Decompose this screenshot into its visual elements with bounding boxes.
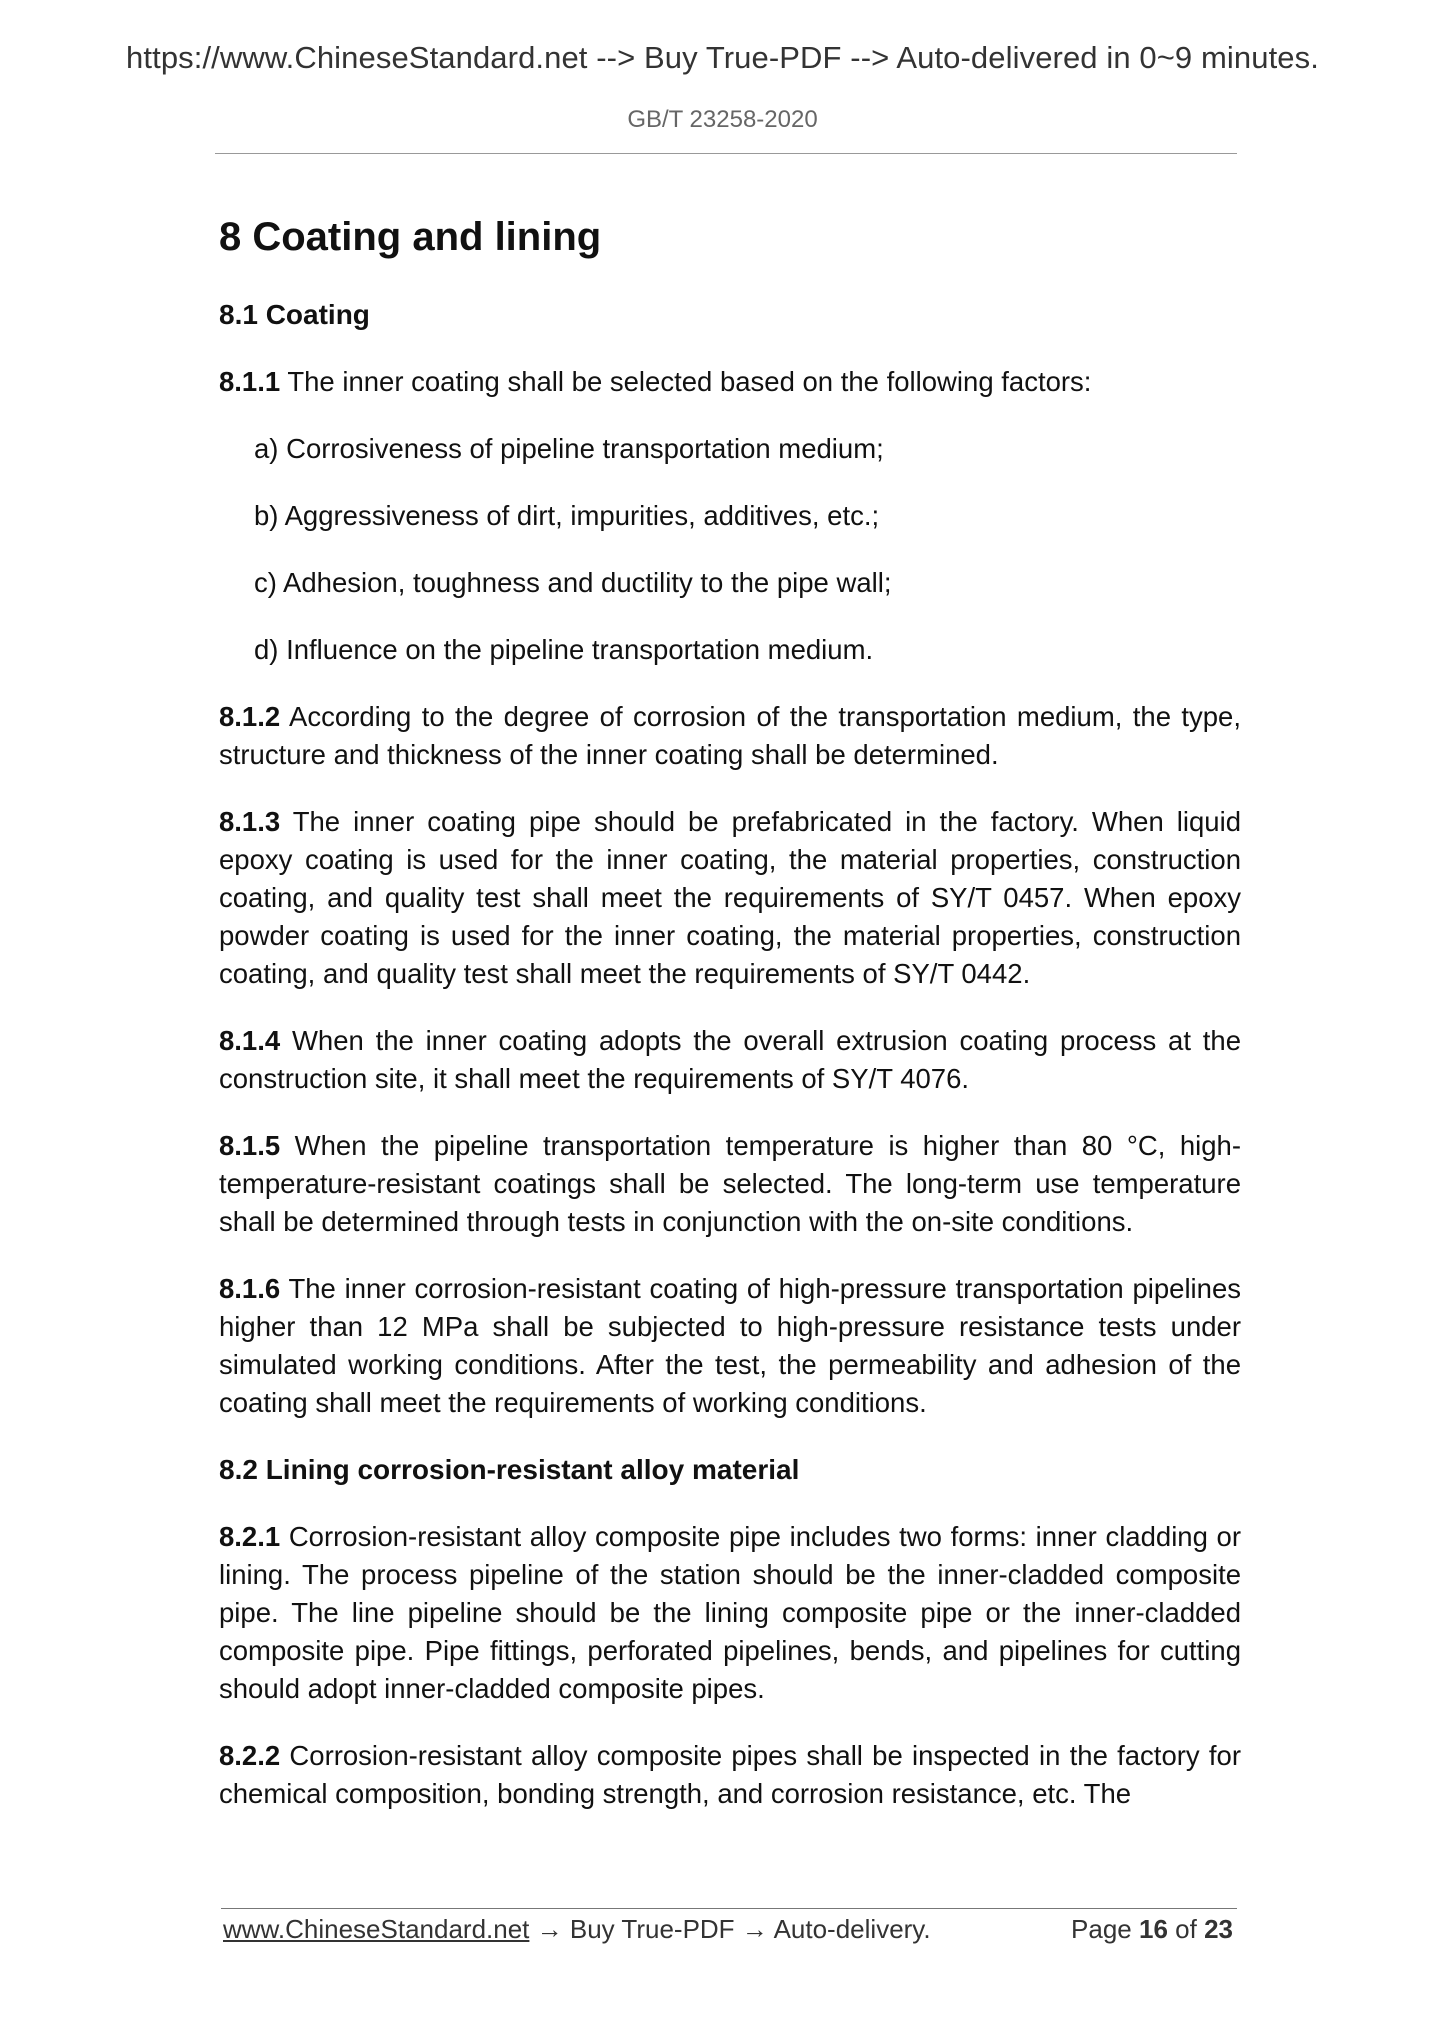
page-footer	[223, 1914, 1237, 1950]
header-divider	[215, 153, 1237, 154]
total-pages: 23	[1204, 1914, 1233, 1944]
page-label: Page	[1071, 1914, 1132, 1944]
clause-text: Corrosion-resistant alloy composite pipe includes two forms: inner cladding or lining. The process pipeline of the station should be the inner-cladded composite pipe. The line pipeline should be the lining composite pipe or the inner-cladded composite pipe. Pipe fittings, perforated pipelines, bends, and pipelines for cutting should adopt inner-cladded composite pipes.	[219, 1521, 1241, 1704]
clause-8-1-6	[219, 1270, 1241, 1422]
clause-number: 8.2.1	[219, 1521, 281, 1552]
clause-number: 8.2.2	[219, 1740, 281, 1771]
page-number	[1071, 1914, 1233, 1945]
clause-8-1-3	[219, 803, 1241, 993]
clause-text: When the inner coating adopts the overall extrusion coating process at the construction site, it shall meet the requirements of SY/T 4076.	[219, 1025, 1241, 1094]
clause-8-1-4	[219, 1022, 1241, 1098]
subsection-title-coating: 8.1 Coating	[219, 299, 370, 330]
standard-header: GB/T 23258-2020	[627, 106, 818, 133]
clause-text: The inner corrosion-resistant coating of high-pressure transportation pipelines higher than 12 MPa shall be subjected to high-pressure resistance tests under simulated working conditions. After the test, the permeability and adhesion of the coating shall meet the requirements of working conditions.	[219, 1273, 1241, 1418]
footer-divider	[221, 1908, 1237, 1909]
clause-8-1-1	[219, 363, 1241, 401]
clause-text: The inner coating shall be selected based on the following factors:	[280, 366, 1092, 397]
clause-8-2-2	[219, 1737, 1241, 1813]
footer-website-link[interactable]: www.ChineseStandard.net	[223, 1914, 530, 1944]
clause-8-1-2	[219, 698, 1241, 774]
footer-promo	[223, 1914, 931, 1945]
of-label: of	[1175, 1914, 1197, 1944]
list-item: c) Adhesion, toughness and ductility to the pipe wall;	[254, 567, 892, 598]
list-item: a) Corrosiveness of pipeline transportation medium;	[254, 433, 884, 464]
clause-text: When the pipeline transportation temperature is higher than 80 °C, high-temperature-resistant coatings shall be selected. The long-term use temperature shall be determined through tests in conjunction with the on-site conditions.	[219, 1130, 1241, 1237]
clause-number: 8.1.3	[219, 806, 281, 837]
current-page: 16	[1139, 1914, 1168, 1944]
clause-text: The inner coating pipe should be prefabricated in the factory. When liquid epoxy coating is used for the inner coating, the material properties, construction coating, and quality test shall meet the requirements of SY/T 0457. When epoxy powder coating is used for the inner coating, the material properties, construction coating, and quality test shall meet the requirements of SY/T 0442.	[219, 806, 1241, 989]
subsection-title-lining: 8.2 Lining corrosion-resistant alloy material	[219, 1454, 800, 1485]
clause-text: According to the degree of corrosion of the transportation medium, the type, structure and thickness of the inner coating shall be determined.	[219, 701, 1241, 770]
list-item: d) Influence on the pipeline transportation medium.	[254, 634, 874, 665]
clause-number: 8.1.2	[219, 701, 281, 732]
clause-number: 8.1.4	[219, 1025, 281, 1056]
section-title: 8 Coating and lining	[219, 215, 602, 259]
top-banner: https://www.ChineseStandard.net --> Buy True-PDF --> Auto-delivered in 0~9 minutes.	[126, 40, 1319, 75]
clause-number: 8.1.6	[219, 1273, 281, 1304]
footer-promo-text: → Buy True-PDF → Auto-delivery.	[529, 1914, 931, 1944]
clause-number: 8.1.5	[219, 1130, 281, 1161]
clause-text: Corrosion-resistant alloy composite pipes shall be inspected in the factory for chemical composition, bonding strength, and corrosion resistance, etc. The	[219, 1740, 1241, 1809]
page-content	[219, 212, 1241, 1842]
clause-number: 8.1.1	[219, 366, 281, 397]
list-item: b) Aggressiveness of dirt, impurities, additives, etc.;	[254, 500, 880, 531]
clause-8-1-5	[219, 1127, 1241, 1241]
clause-8-2-1	[219, 1518, 1241, 1708]
